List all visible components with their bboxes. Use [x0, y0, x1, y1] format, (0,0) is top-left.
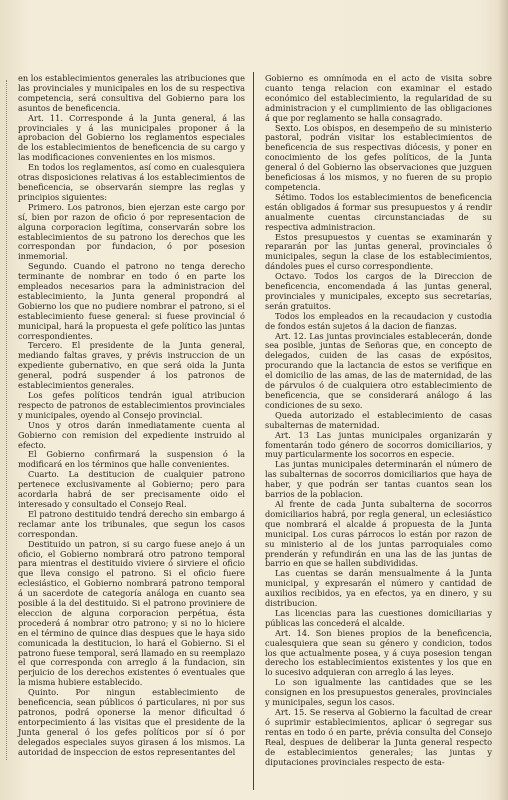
column-divider — [253, 72, 254, 790]
paragraph: Quinto. Por ningun establecimiento de beneficencia, sean públicos ó particulares, ni por sus patronos, podrá oponerse la menor dificultad ó entorpecimiento á las visitas que el presidente de la Junta general ó los gefes políticos por sí ó por delegados especiales suyos girasen á los mismos. La autoridad de inspeccion de estos representantes del — [18, 687, 245, 757]
margin-dots — [6, 80, 13, 760]
paragraph: Art. 13 Las juntas municipales organizarán y fomentarán todo género de socorros domiciliarios, y muy particularmente los socorros en especie. — [265, 429, 492, 460]
paragraph: Sexto. Los obispos, en desempeño de su ministerio pastoral, podrán visitar los establecimientos de beneficencia de sus respectivas diócesis, y poner en conocimiento de los gefes políticos, de la Junta general ó del Gobierno las observaciones que juzguen beneficiosas á los mismos, y no fueren de su propio competencia. — [265, 122, 492, 192]
paragraph: Las licencias para las cuestiones domiciliarias y públicas las concederá el alcalde. — [265, 607, 492, 628]
paragraph: Octavo. Todos los cargos de la Direccion de beneficencia, encomendada á las juntas general, provinciales y municipales, excepto sus secretarías, serán gratuitos. — [265, 271, 492, 311]
paragraph: El patrono destituido tendrá derecho sin embargo á reclamar ante los tribunales, que segun los casos correspondan. — [18, 508, 245, 539]
paragraph: Gobierno es omnímoda en el acto de visita sobre cuanto tenga relacion con examinar el estado económico del establecimiento, la regularidad de su administracion y el cumplimiento de las obligaciones á que por reglamento se halla consagrado. — [265, 73, 492, 123]
paragraph: Las juntas municipales determinarán el número de las subalternas de socorros domiciliarios que haya de haber, y que podrán ser tantas cuantos sean los barrios de la poblacion. — [265, 459, 492, 500]
left-column — [18, 74, 245, 758]
paragraph: Estos presupuestos y cuentas se examinarán y repararán por las juntas general, provinciales ó municipales, segun la clase de los establecimientos, dándoles pues el curso correspondiente. — [265, 231, 492, 272]
paragraph: Segundo. Cuando el patrono no tenga derecho terminante de nombrar en todo ó en parte los empleados necesarios para la administracion del establecimiento, la Junta general propondrá al Gobierno los que no pudiere nombrar el patrono, si el establecimiento fuese general: si fuese provincial ó municipal, hará la propuesta el gefe político las juntas correspondientes. — [18, 261, 245, 341]
paragraph: Los gefes políticos tendrán igual atribucion respecto de patronos de establecimientos provinciales y municipales, oyendo al Consejo provincial. — [18, 390, 245, 420]
paragraph: Cuarto. La destitucion de cualquier patrono pertenece exclusivamente al Gobierno; pero para acordarla habrá de ser precisamente oido el interesado y consultado el Consejo Real. — [18, 469, 245, 509]
paragraph: Sétimo. Todos los establecimientos de beneficencia están obligados á formar sus presupuestos y á rendir anualmente cuentas circunstanciadas de su respectiva administracion. — [265, 191, 492, 232]
right-column — [265, 74, 492, 767]
paragraph: en los establecimientos generales las atribuciones que las provinciales y municipales en los de su respectiva competencia, será consultiva del Gobierno para los asuntos de beneficencia. — [18, 73, 245, 113]
paragraph: Primero. Los patronos, bien ejerzan este cargo por sí, bien por razon de oficio ó por representacion de alguna corporacion legítima, conservarán sobre los establecimientos de su patrono los derechos que les correspondan por fundacion, ó por posesion inmemorial. — [18, 201, 245, 262]
paragraph: Las cuentas se darán mensualmente á la Junta municipal, y expresarán el número y cantidad de auxilios recibidos, ya en efectos, ya en dinero, y su distribucion. — [265, 568, 492, 609]
paragraph: Queda autorizado el establecimiento de casas subalternas de maternidad. — [265, 409, 492, 430]
paragraph: Art. 15. Se reserva al Gobierno la facultad de crear ó suprimir establecimientos, aplicar ó segregar sus rentas en todo ó en parte, prévia consulta del Consejo Real, despues de deliberar la Junta general respecto de establecimientos generales; las juntas y diputaciones provinciales respecto de esta- — [265, 707, 492, 767]
paragraph: Lo son igualmente las cantidades que se les consignen en los presupuestos generales, provinciales y municipales, segun los casos. — [265, 677, 492, 708]
paragraph: Art. 12. Las juntas provinciales establecerán, donde sea posible, juntas de Señoras que, en concepto de delegados, cuiden de las casas de expósitos, procurando que la lactancia de estos se verifique en el domicilio de las amas, de las de maternidad, de las de párvulos ó de cualquiera otro establecimiento de beneficencia, que se considerará análogo á las condiciones de su sexo. — [265, 330, 492, 410]
paragraph: Todos los empleados en la recaudacion y custodia de fondos están sujetos á la dacion de fianzas. — [265, 310, 492, 331]
paragraph: Al frente de cada Junta subalterna de socorros domiciliarios habrá, por regla general, un eclesiástico que nombrará el alcalde á propuesta de la Junta municipal. Los curas párrocos lo están por razon de su ministerio al de los juntas parroquiales como prenderán y refundirán en una las de las juntas de barrio en que se hallen subdivididas. — [265, 498, 492, 569]
paragraph: Art. 14. Son bienes propios de la beneficencia, cualesquiera que sean su género y condicion, todos los que actualmente posea, y á cuya posesion tengan derecho los establecimientos existentes y los que en lo sucesivo adquieran con arreglo á las leyes. — [265, 627, 492, 678]
page-edge-shadow — [498, 0, 508, 800]
paragraph: Tercero. El presidente de la Junta general, mediando faltas graves, y prévis instruccion de un expediente gubernativo, en que será oida la Junta general, podrá suspender á los patronos de establecimientos generales. — [18, 340, 245, 391]
paragraph: Art. 11. Corresponde á la Junta general, á las provinciales y á las municipales proponer á la aprobacion del Gobierno los reglamentos especiales de los establecimientos de beneficencia de su cargo y las modificaciones convenientes en los mismos. — [18, 112, 245, 163]
paragraph: Unos y otros darán inmediatamente cuenta al Gobierno con remision del expediente instruido al efecto. — [18, 419, 245, 450]
paragraph: El Gobierno confirmará la suspension ó la modificará en los términos que halle convenientes. — [18, 449, 245, 470]
paragraph: Destituido un patron, si su cargo fuese anejo á un oficio, el Gobierno nombrará otro patrono temporal para mientras el destituido viviere ó sirviere el oficio que lleva consigo el patrono. Si el oficio fuere eclesiástico, el Gobierno nombrará patrono temporal á un sacerdote de categoría análoga en cuanto sea posible á la del destituido. Si el patrono proviniere de eleccion de alguna corporacion perpétua, ésta procederá á nombrar otro patrono; y si no lo hiciere en el término de quince dias despues que le haya sido comunicada la destitucion, lo hará el Gobierno. Si el patrono fuese temporal, será llamado en su reemplazo el que corresponda con arreglo á la fundacion, sin perjuicio de los derechos existentes ó eventuales que la misma hubiere establecido. — [18, 538, 245, 688]
paragraph: En todos los reglamentos, así como en cualesquiera otras disposiciones relativas á los establecimientos de beneficencia, se observarán siempre las reglas y principios siguientes: — [18, 162, 245, 202]
